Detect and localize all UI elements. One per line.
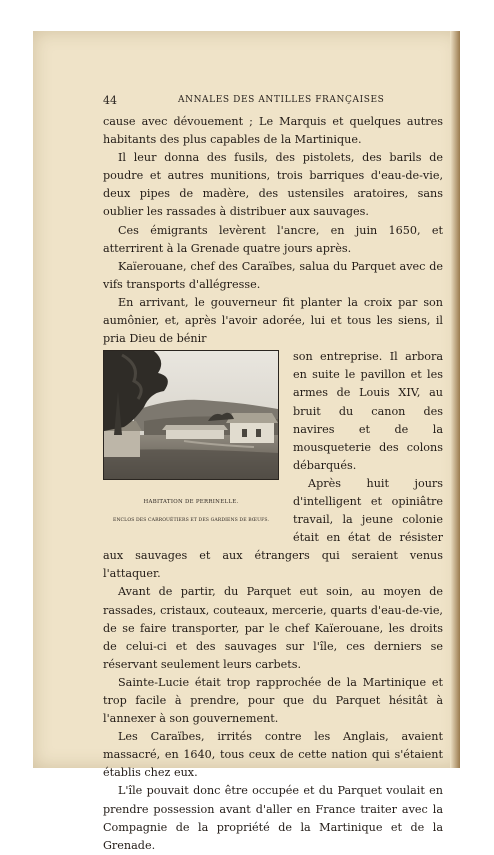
paragraph: Sainte-Lucie était trop rapprochée de la Martinique et trop facile à prendre, pour que du Parquet hésitât à l'annexer à son gouvernement.: [103, 675, 443, 726]
paragraph: Ces émigrants levèrent l'ancre, en juin 1650, et atterrirent à la Grenade quatre jours après.: [103, 223, 443, 255]
figure-caption-title: HABITATION DE PERRINELLE.: [143, 499, 239, 506]
photo-illustration: [104, 351, 278, 479]
running-title: ANNALES DES ANTILLES FRANÇAISES: [178, 95, 385, 105]
paragraph: Il leur donna des fusils, des pistolets, des barils de poudre et autres munitions, trois barriques d'eau-de-vie, deux pipes de madère, des ustensiles aratoires, sans oublier les rassades à distribuer aux sauvages.: [103, 151, 443, 219]
figure-caption-subtitle: ENCLOS DES CARROUÉTIERS ET DES GARDIENS DE BŒUFS.: [112, 518, 270, 524]
paragraph: Après huit jours d'intelligent et opiniâtre travail, la jeune colonie était en état de résister aux sauvages et aux étrangers qui seraient venus l'attaquer.: [103, 476, 443, 581]
page-number: 44: [103, 94, 117, 107]
body-text: [103, 113, 443, 855]
paragraph: Kaïerouane, chef des Caraïbes, salua du Parquet avec de vifs transports d'allégresse.: [103, 259, 443, 291]
paragraph: En arrivant, le gouverneur fit planter la croix par son aumônier, et, après l'avoir adorée, lui et tous les siens, il pria Dieu de bénir: [103, 295, 443, 346]
paragraph: cause avec dévouement ; Le Marquis et quelques autres habitants des plus capables de la Martinique.: [103, 115, 443, 147]
paragraph: Avant de partir, du Parquet eut soin, au moyen de rassades, cristaux, couteaux, mercerie, quarts d'eau-de-vie, de se faire transporter, par le chef Kaïerouane, les droits de celui-ci et des sauvages sur l'île, ces derniers se réservant seulement leurs carbets.: [103, 585, 443, 671]
figure: [103, 350, 279, 530]
page-edge: [450, 31, 460, 768]
photograph-habitation: [103, 350, 279, 480]
paragraph: Les Caraïbes, irrités contre les Anglais, avaient massacré, en 1640, tous ceux de cette nation qui s'étaient établis chez eux.: [103, 730, 443, 780]
paragraph: son entreprise. Il arbora en suite le pavillon et les armes de Louis XIV, au bruit du canon des navires et de la mousqueterie des colons débarqués.: [293, 350, 443, 472]
paragraph: L'île pouvait donc être occupée et du Parquet voulait en prendre possession avant d'aller en France traiter avec la Compagnie de la propriété de la Martinique et de la Grenade.: [103, 784, 443, 852]
page-header: [103, 94, 443, 108]
